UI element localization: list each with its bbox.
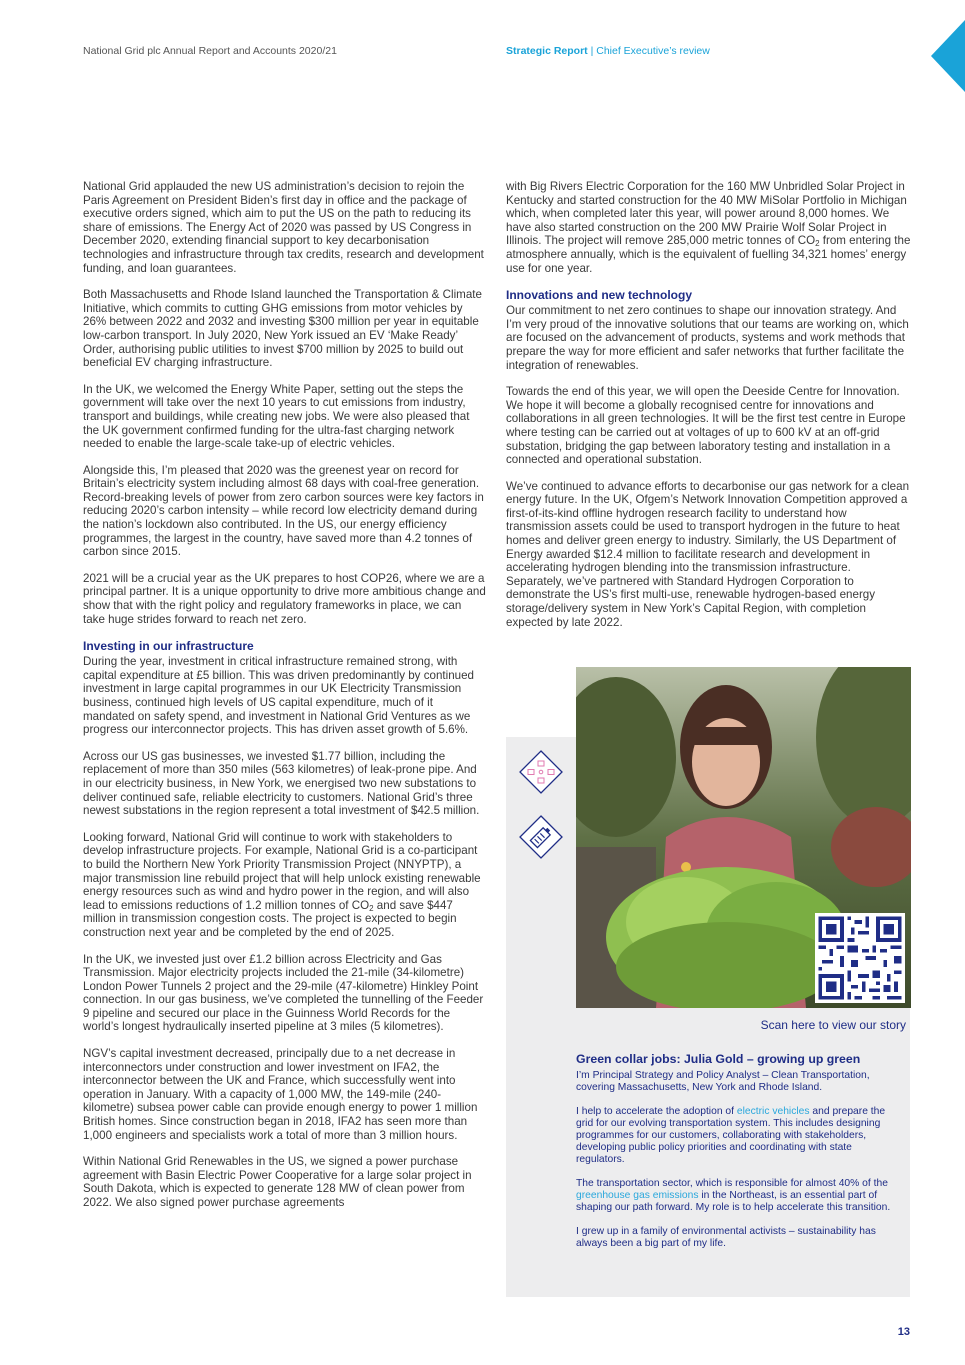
qr-code[interactable] <box>815 913 905 1003</box>
text-span: from entering the atmosphere annually, which is the equivalent of fuelling 34,321 homes’ energy use for one year. <box>506 234 911 275</box>
left-column <box>83 180 486 1223</box>
text-span: The transportation sector, which is responsible for almost 40% of the <box>576 1178 888 1189</box>
breadcrumb-section: Strategic Report <box>506 45 588 57</box>
paragraph: Across our US gas businesses, we invested $1.77 billion, including the replacement of more than 350 miles (563 kilometres) of leak-prone pipe. And in our electricity business, in New York, we energised two new substations to deliver continued safe, reliable electricity to customers. National Grid’s three newest substations in the region represent a total investment of $42.5 million. <box>83 749 480 818</box>
paragraph: During the year, investment in critical infrastructure remained strong, with capital expenditure at £5 billion. This was driven predominantly by continued investment in large capital programmes in our UK Electricity Transmission business, continued high levels of US capital expenditure, much of it mandated on safety spend, and investment in National Grid Ventures as we progress our interconnector projects. This has driven asset growth of 5.6%. <box>83 655 474 737</box>
section-heading-innovations: Innovations and new technology <box>506 288 693 303</box>
paragraph: Towards the end of this year, we will open the Deeside Centre for Innovation. We hope it will become a globally recognised centre for innovations and collaborations in all green technologies. It will be the first test centre in Europe where testing can be carried out at voltages of up to 600 kV at an off-grid substation, bridging the gap between laboratory testing and installation in a connected and operational substation. <box>506 385 906 467</box>
breadcrumb-subsection: Chief Executive’s review <box>596 45 710 57</box>
subscript: 2 <box>369 903 374 913</box>
paragraph: Both Massachusetts and Rhode Island launched the Transportation & Climate Initiative, which commits to cutting GHG emissions from motor vehicles by 26% between 2022 and 2032 and investing $300 million per year in equitable low-carbon transport. In July 2020, New York issued an EV ‘Make Ready’ Order, authorising public utilities to invest $700 million by 2025 to build out beneficial EV charging infrastructure. <box>83 288 482 370</box>
paragraph: We’ve continued to advance efforts to decarbonise our gas network for a clean energy future. In the UK, Ofgem’s Network Innovation Competition approved a first-of-its-kind offline hydrogen research facility to understand how transmission assets could be used to transport hydrogen in the future to heat homes and deliver green energy to industry. Similarly, the US Department of Energy awarded $12.4 million to facilitate research and development in accelerating hydrogen blending into the transmission infrastructure. Separately, we’ve partnered with Standard Hydrogen Corporation to demonstrate the US’s first multi-use, renewable hydrogen-based energy storage/delivery system in New York’s Capital Region, with completion expected by late 2022. <box>506 479 910 629</box>
story-paragraph <box>576 1178 896 1214</box>
electric-vehicles-link[interactable]: electric vehicles <box>736 1106 810 1117</box>
navigation-tab-icon[interactable] <box>931 20 965 92</box>
paragraph: National Grid applauded the new US administration’s decision to rejoin the Paris Agreement on President Biden’s first day in office and the package of executive orders signed, which aim to put the US on the path to reducing its share of emissions. The Energy Act of 2020 was passed by US Congress in December 2020, extending financial support to key decarbonisation technologies and infrastructure through tax credits, research and development funding, and loan guarantees. <box>83 180 484 275</box>
section-heading-infrastructure: Investing in our infrastructure <box>83 639 254 654</box>
story-paragraph: I’m Principal Strategy and Policy Analyst – Clean Transportation, covering Massachusetts, New York and Rhode Island. <box>576 1070 870 1093</box>
paragraph: Within National Grid Renewables in the US, we signed a power purchase agreement with Basin Electric Power Cooperative for a large solar project in South Dakota, which is expected to generate 128 MW of clean power from 2022. We also signed power purchase agreements <box>83 1155 472 1209</box>
section-breadcrumb[interactable] <box>506 45 710 57</box>
report-title: National Grid plc Annual Report and Accounts 2020/21 <box>83 45 337 57</box>
paragraph <box>506 180 911 275</box>
paragraph: NGV’s capital investment decreased, principally due to a net decrease in interconnectors under construction and lower investment on IFA2, the interconnector between the UK and France, which successfully went into operation in January. With a capacity of 1,000 MW, the 149-mile (240-kilometre) subsea power cable can provide enough energy to power 1 million British homes. Since construction began in 2018, IFA2 has seen more than 1,000 engineers and specialists work a total of more than 3 million hours. <box>83 1047 478 1142</box>
text-span: and save $447 million in transmission congestion costs. The project is expected to begin construction next year and be completed by the end of 2025. <box>83 898 457 939</box>
network-nodes-icon <box>519 750 563 794</box>
story-title: Green collar jobs: Julia Gold – growing up green <box>576 1052 861 1066</box>
story-paragraph: I grew up in a family of environmental activists – sustainability has always been a big part of my life. <box>576 1226 876 1249</box>
scan-qr-link[interactable]: Scan here to view our story <box>760 1018 906 1032</box>
paragraph: In the UK, we invested just over £1.2 billion across Electricity and Gas Transmission. Major electricity projects included the 21-mile (34-kilometre) London Power Tunnels 2 project and the 29-mile (47-kilometre) Hinkley Point connection. In our gas business, we’ve completed the tunnelling of the Feeder 9 pipeline and secured our place in the Guinness World Records for the world’s longest hydraulically inserted pipeline at 3 miles (5 kilometres). <box>83 952 484 1034</box>
text-span: with Big Rivers Electric Corporation for the 160 MW Unbridled Solar Project in Kentucky and started construction for the 40 MW MiSolar Portfolio in Michigan which, when completed later this year, will power around 8,000 homes. We have also started construction on the 200 MW Prairie Wolf Solar Project in Illinois. The project will remove 285,000 metric tonnes of CO <box>506 180 907 248</box>
paragraph: Our commitment to net zero continues to shape our innovation strategy. And I’m very proud of the innovative solutions that our teams are working on, which are focused on the advancement of products, systems and work methods that prepare the way for more efficient and safer networks that further facilitate the integration of renewables. <box>506 304 909 372</box>
text-span: in the Northeast, is an essential part of shaping our path forward. My role is to help accelerate this transition. <box>576 1190 891 1213</box>
paragraph <box>83 831 486 940</box>
story-text <box>576 1052 896 1262</box>
paragraph: 2021 will be a crucial year as the UK prepares to host COP26, where we are a principal partner. It is a unique opportunity to drive more ambitious change and show that with the right policy and regulatory frameworks in place, we can take huge strides forward to reach net zero. <box>83 571 486 626</box>
greenhouse-gas-emissions-link[interactable]: greenhouse gas emissions <box>576 1190 699 1201</box>
paragraph: Alongside this, I’m pleased that 2020 was the greenest year on record for Britain’s electricity system including almost 68 days with coal-free generation. Record-breaking levels of power from zero carbon sources were key factors in reducing 2020’s carbon intensity – while record low electricity demand during the nation’s lockdown also contributed. In the US, our energy efficiency programmes, the largest in the country, have saved more than 4.2 tonnes of carbon since 2015. <box>83 463 484 559</box>
battery-icon <box>519 815 563 859</box>
paragraph: In the UK, we welcomed the Energy White Paper, setting out the steps the government will take over the next 10 years to cut emissions from industry, transport and buildings, while creating new jobs. We were also pleased that the UK government confirmed funding for the ultra-fast charging network needed to enable the large-scale take-up of electric vehicles. <box>83 382 470 451</box>
text-span: Looking forward, National Grid will continue to work with stakeholders to develop infrastructure projects. For example, National Grid is a co-participant to build the Northern New York Priority Transmission Project (NNYPTP), a major transmission line rebuild project that will help unlock existing renewable energy resources such as wind and hydro power in the region, and will also lead to emissions reductions of 1.2 million tonnes of CO <box>83 830 481 912</box>
breadcrumb-separator: | <box>587 45 597 57</box>
page-number: 13 <box>897 1326 910 1338</box>
story-paragraph <box>576 1106 896 1166</box>
right-column <box>506 180 911 642</box>
text-span: I help to accelerate the adoption of <box>576 1106 737 1117</box>
text-span: and prepare the grid for our evolving transportation system. This includes designing programmes for our customers, collaborating with stakeholders, developing public policy priorities and coordinating with state regulators. <box>576 1106 886 1165</box>
subscript: 2 <box>815 239 820 249</box>
